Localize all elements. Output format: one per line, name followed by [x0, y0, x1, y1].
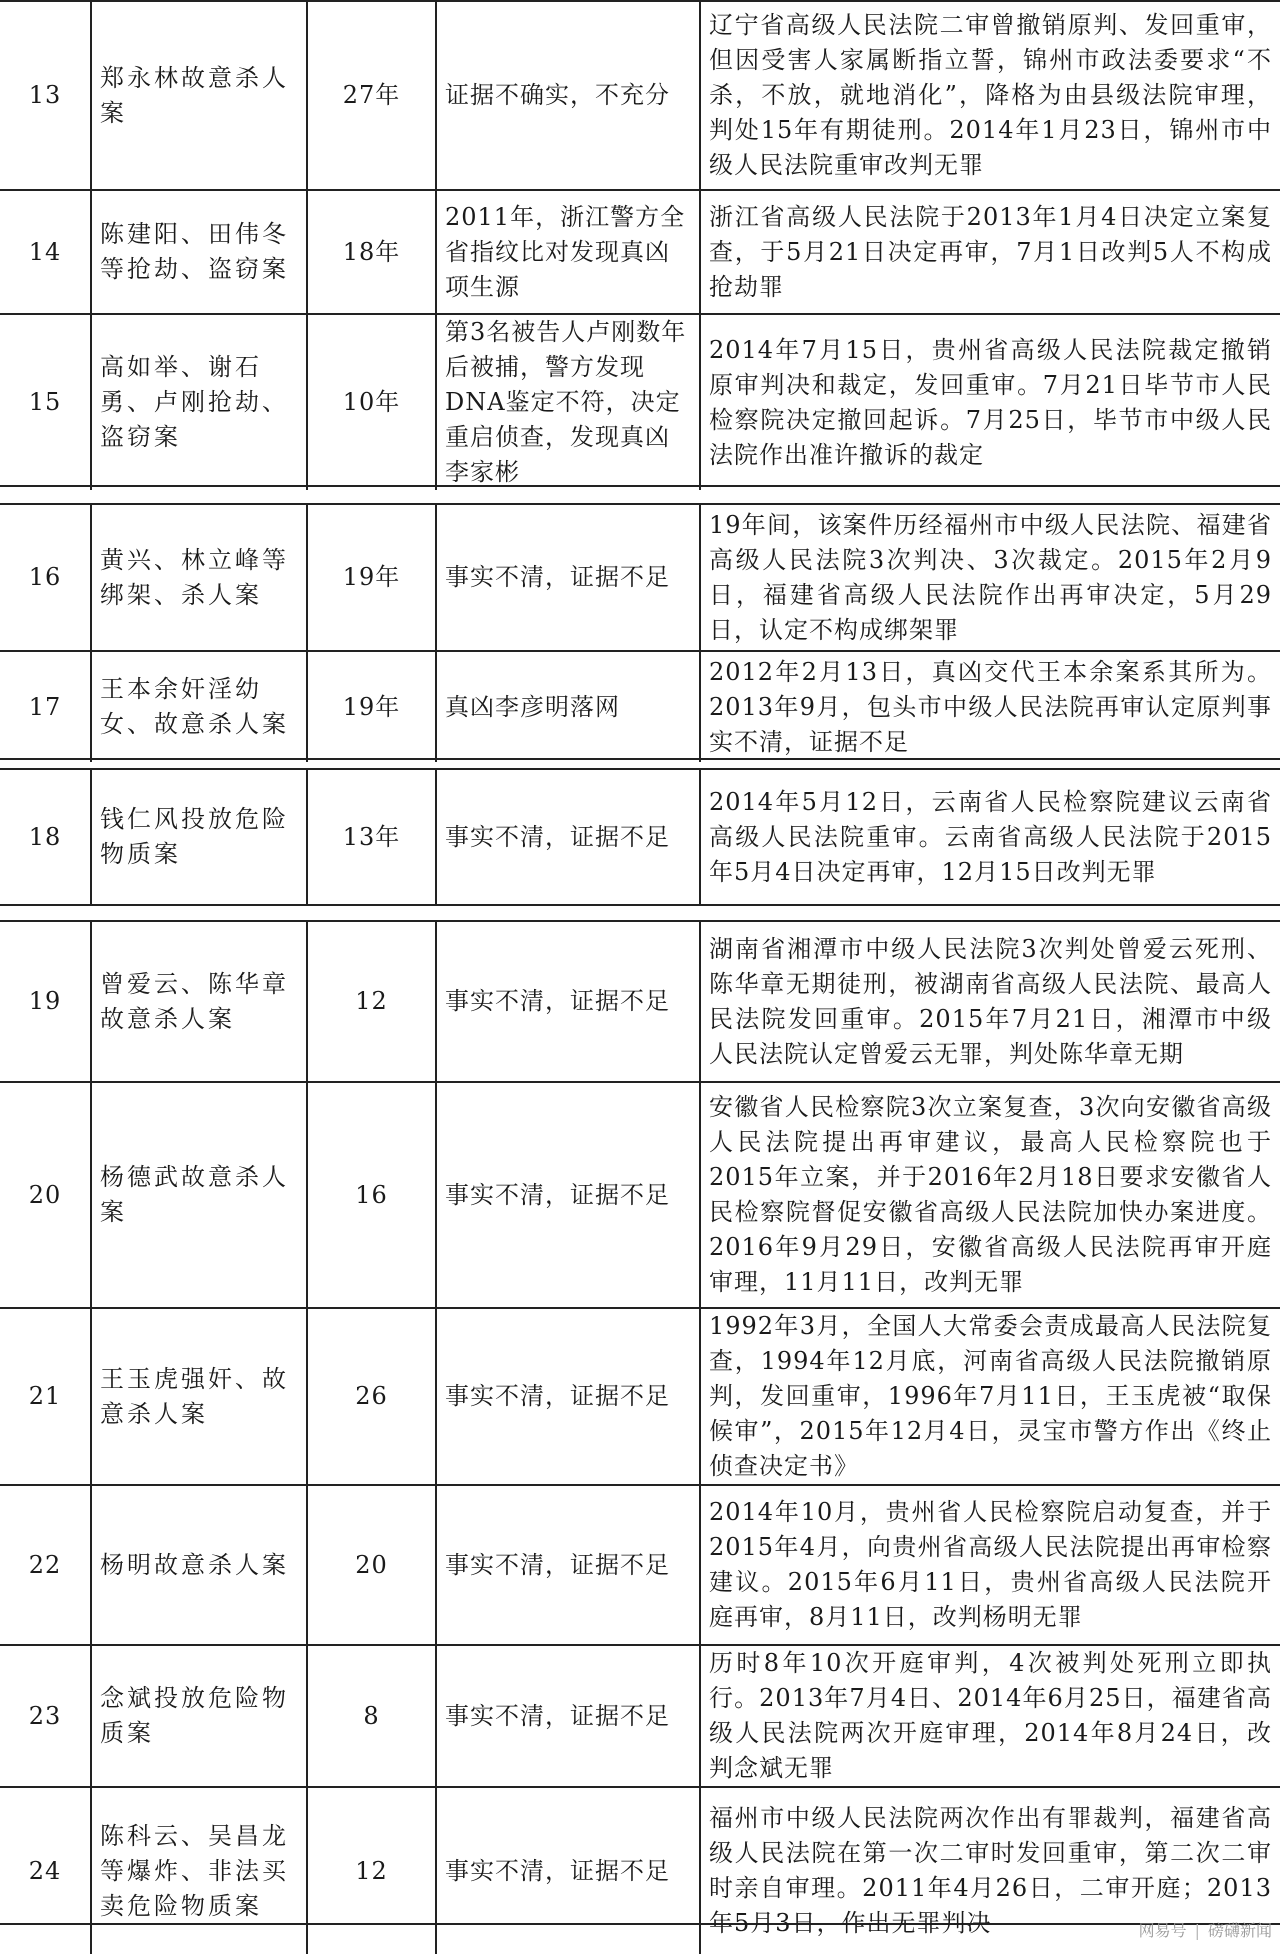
table-row: [0, 770, 1280, 904]
table-row: [0, 651, 1280, 762]
retrial-process: 19年间，该案件历经福州市中级人民法院、福建省高级人民法院3次判决、3次裁定。2015年2月9日，福建省高级人民法院作出再审决定，5月29日，认定不构成绑架罪: [700, 505, 1280, 651]
exoneration-reason: 证据不确实，不充分: [436, 2, 700, 190]
retrial-process: 历时8年10次开庭审判，4次被判处死刑立即执行。2013年7月4日、2014年6月25日，福建省高级人民法院两次开庭审理，2014年8月24日，改判念斌无罪: [700, 1645, 1280, 1787]
case-number: 14: [0, 190, 91, 314]
case-number: 15: [28, 388, 62, 416]
case-name: 钱仁风投放危险物质案: [91, 770, 307, 904]
case-name: 郑永林故意杀人案: [91, 2, 307, 190]
case-table: [0, 2, 1280, 490]
wrongful-years: 10年: [307, 314, 436, 490]
wrongful-years: 19年: [307, 651, 436, 762]
retrial-process: 2014年7月15日，贵州省高级人民法院裁定撤销原审判决和裁定，发回重审。7月21日毕节市人民检察院决定撤回起诉。7月25日，毕节市中级人民法院作出准许撤诉的裁定: [700, 314, 1280, 490]
case-number: 21: [0, 1308, 91, 1485]
wrongful-years: 27年: [307, 2, 436, 190]
retrial-process: 福州市中级人民法院两次作出有罪裁判，福建省高级人民法院在第一次二审时发回重审，第二次二审时亲自审理。2011年4月26日，二审开庭；2013年5月3日，作出无罪判决: [700, 1787, 1280, 1954]
case-table: [0, 770, 1280, 904]
watermark-separator: |: [1194, 1921, 1200, 1940]
table-row: [0, 505, 1280, 651]
case-number: 24: [28, 1856, 62, 1885]
exoneration-reason: 事实不清，证据不足: [436, 922, 700, 1082]
table-row: [0, 1308, 1280, 1485]
exoneration-reason: 事实不清，证据不足: [436, 1082, 700, 1308]
wrongful-years: 18年: [307, 190, 436, 314]
watermark: [1139, 1918, 1272, 1941]
exoneration-reason: 事实不清，证据不足: [436, 770, 700, 904]
case-name: 王玉虎强奸、故意杀人案: [91, 1308, 307, 1485]
case-number: 17: [28, 692, 62, 721]
case-name: 陈建阳、田伟冬等抢劫、盗窃案: [91, 190, 307, 314]
table-block-1: [0, 0, 1280, 487]
case-name: 高如举、谢石勇、卢刚抢劫、盗窃案: [91, 314, 307, 490]
exoneration-reason: 2011年，浙江警方全省指纹比对发现真凶项生源: [436, 190, 700, 314]
case-name: 曾爱云、陈华章故意杀人案: [91, 922, 307, 1082]
wrongful-years: 12: [307, 922, 436, 1082]
case-number: 18: [28, 822, 62, 851]
retrial-process: 1992年3月，全国人大常委会责成最高人民法院复查，1994年12月底，河南省高级人民法院撤销原判，发回重审，1996年7月11日，王玉虎被“取保候审”，2015年12月4日，灵宝市警方作出《终止侦查决定书》: [700, 1308, 1280, 1485]
wrongful-years: 12: [307, 1787, 436, 1954]
exoneration-reason: 真凶李彦明落网: [436, 651, 700, 762]
exoneration-reason: 第3名被告人卢刚数年后被捕，警方发现DNA鉴定不符，决定重启侦查，发现真凶李家彬: [436, 314, 700, 490]
table-block-2: [0, 503, 1280, 760]
retrial-process: 安徽省人民检察院3次立案复查，3次向安徽省高级人民法院提出再审建议，最高人民检察院也于2015年立案，并于2016年2月18日要求安徽省人民检察院督促安徽省高级人民法院加快办案进度。2016年9月29日，安徽省高级人民法院再审开庭审理，11月11日，改判无罪: [700, 1082, 1280, 1308]
case-number: 23: [0, 1645, 91, 1787]
wrongful-years: 13年: [307, 770, 436, 904]
watermark-author: 磅礴新闻: [1207, 1921, 1272, 1940]
case-number: 22: [0, 1485, 91, 1645]
exoneration-reason: 事实不清，证据不足: [436, 1645, 700, 1787]
exoneration-reason: 事实不清，证据不足: [436, 1787, 700, 1954]
table-row: [0, 2, 1280, 190]
table-row: [0, 1645, 1280, 1787]
retrial-process: 2014年5月12日，云南省人民检察院建议云南省高级人民法院重审。云南省高级人民法院于2015年5月4日决定再审，12月15日改判无罪: [700, 770, 1280, 904]
case-name: 黄兴、林立峰等绑架、杀人案: [91, 505, 307, 651]
table-row: [0, 190, 1280, 314]
retrial-process: 浙江省高级人民法院于2013年1月4日决定立案复查，于5月21日决定再审，7月1日改判5人不构成抢劫罪: [700, 190, 1280, 314]
case-name: 王本余奸淫幼女、故意杀人案: [91, 651, 307, 762]
watermark-source: 网易号: [1138, 1921, 1187, 1940]
wrongful-years: 16: [307, 1082, 436, 1308]
exoneration-reason: 事实不清，证据不足: [436, 1485, 700, 1645]
table-row: [0, 1082, 1280, 1308]
case-number: 16: [0, 505, 91, 651]
case-name: 陈科云、吴昌龙等爆炸、非法买卖危险物质案: [91, 1787, 307, 1954]
case-number: 20: [0, 1082, 91, 1308]
retrial-process: 2012年2月13日，真凶交代王本余案系其所为。2013年9月，包头市中级人民法院再审认定原判事实不清，证据不足: [700, 651, 1280, 762]
retrial-process: 湖南省湘潭市中级人民法院3次判处曾爱云死刑、陈华章无期徒刑，被湖南省高级人民法院、最高人民法院发回重审。2015年7月21日，湘潭市中级人民法院认定曾爱云无罪，判处陈华章无期: [700, 922, 1280, 1082]
retrial-process: 2014年10月，贵州省人民检察院启动复查，并于2015年4月，向贵州省高级人民法院提出再审检察建议。2015年6月11日，贵州省高级人民法院开庭再审，8月11日，改判杨明无罪: [700, 1485, 1280, 1645]
case-number: 13: [0, 2, 91, 190]
wrongful-years: 20: [307, 1485, 436, 1645]
table-row: [0, 1787, 1280, 1954]
retrial-process: 辽宁省高级人民法院二审曾撤销原判、发回重审，但因受害人家属断指立誓，锦州市政法委要求“不杀，不放，就地消化”，降格为由县级法院审理，判处15年有期徒刑。2014年1月23日，锦州市中级人民法院重审改判无罪: [700, 2, 1280, 190]
table-row: [0, 314, 1280, 490]
wrongful-years: 26: [307, 1308, 436, 1485]
case-table: [0, 922, 1280, 1954]
table-block-3: [0, 768, 1280, 906]
case-name: 念斌投放危险物质案: [91, 1645, 307, 1787]
table-row: [0, 1485, 1280, 1645]
case-table: [0, 505, 1280, 762]
exoneration-reason: 事实不清，证据不足: [436, 505, 700, 651]
case-name: 杨明故意杀人案: [91, 1485, 307, 1645]
exoneration-reason: 事实不清，证据不足: [436, 1308, 700, 1485]
wrongful-years: 19年: [307, 505, 436, 651]
table-row: [0, 922, 1280, 1082]
case-number: 19: [0, 922, 91, 1082]
case-name: 杨德武故意杀人案: [91, 1082, 307, 1308]
wrongful-years: 8: [307, 1645, 436, 1787]
